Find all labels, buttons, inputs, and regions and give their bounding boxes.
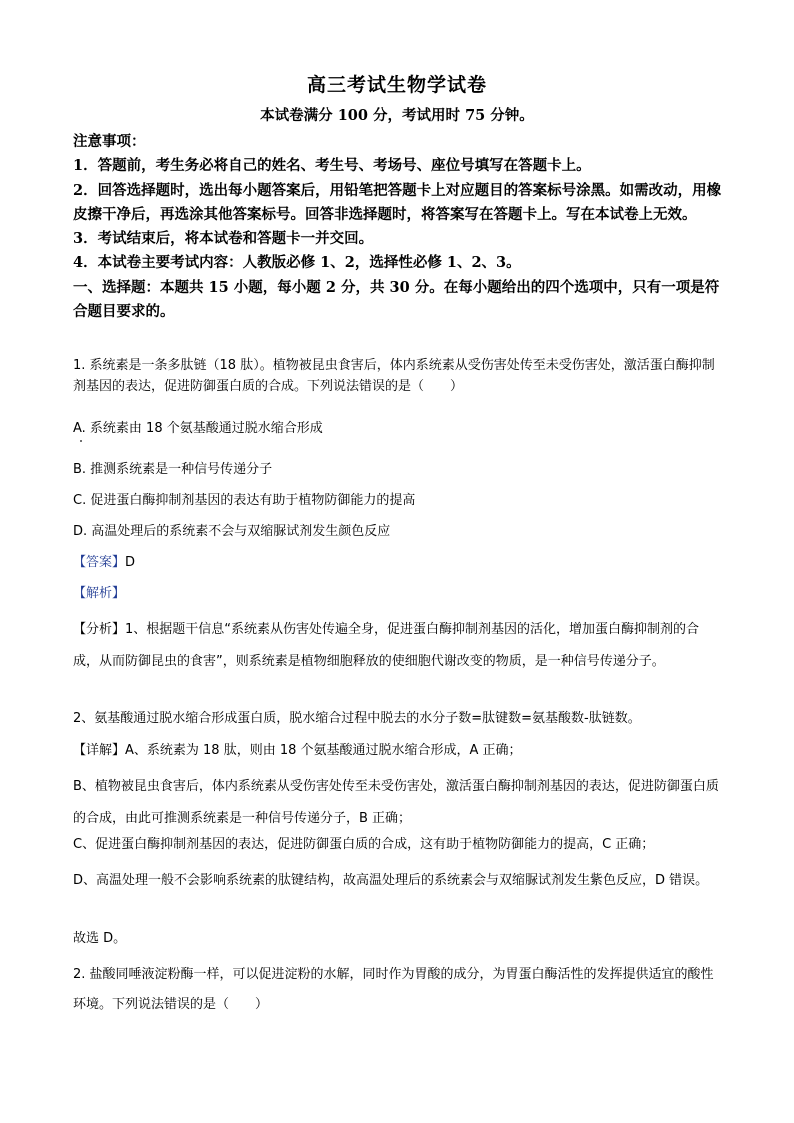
notice-item-1: 1．答题前，考生务必将自己的姓名、考生号、考场号、座位号填写在答题卡上。 — [73, 157, 591, 175]
q1-analysis-tag — [73, 583, 723, 604]
notice-item-3: 3．考试结束后，将本试卷和答题卡一并交回。 — [73, 230, 374, 248]
fenxi-text: 1、根据题干信息“系统素从伤害处传遍全身，促进蛋白酶抑制剂基因的活化，增加蛋白酶抑制剂的合成，从而防御昆虫的食害”，则系统素是植物细胞释放的使细胞代谢改变的物质，是一种信号传递分子。 — [73, 622, 700, 669]
q1-conclusion: 故选 D。 — [73, 931, 127, 946]
analysis-tag: 【解析】 — [73, 586, 126, 601]
question-1-text: 1. 系统素是一条多肽链（18 肽）。植物被昆虫食害后，体内系统素从受伤害处传至未受伤害处，激活蛋白酶抑制剂基因的表达，促进防御蛋白质的合成。下列说法错误的是（ ） — [73, 358, 715, 394]
q1-fenxi-2: 2、氨基酸通过脱水缩合形成蛋白质，脱水缩合过程中脱去的水分子数=肽键数=氨基酸数-肽链数。 — [73, 711, 641, 726]
notice-item-4: 4．本试卷主要考试内容：人教版必修 1、2，选择性必修 1、2、3。 — [73, 254, 521, 272]
q1-option-b: B. 推测系统素是一种信号传递分子 — [73, 462, 273, 477]
section-heading: 一、选择题：本题共 15 小题，每小题 2 分，共 30 分。在每小题给出的四个选项中，只有一项是符合题目要求的。 — [73, 278, 720, 321]
notice-item-2: 2．回答选择题时，选出每小题答案后，用铅笔把答题卡上对应题目的答案标号涂黑。如需改动，用橡皮擦干净后，再选涂其他答案标号。回答非选择题时，将答案写在答题卡上。写在本试卷上无效。 — [73, 181, 722, 223]
question-1-stem — [73, 355, 723, 397]
q1-xiangjie-a — [73, 740, 723, 761]
notice-heading: 注意事项： — [73, 133, 146, 150]
answer-tag: 【答案】 — [73, 555, 126, 570]
exam-info: 本试卷满分 100 分，考试用时 75 分钟。 — [260, 107, 534, 124]
xiangjie-tag: 【详解】 — [73, 743, 126, 758]
fenxi-tag: 【分析】 — [73, 622, 126, 637]
question-2-stem: 2. 盐酸同唾液淀粉酶一样，可以促进淀粉的水解，同时作为胃酸的成分，为胃蛋白酶活性的发挥提供适宜的酸性环境。下列说法错误的是（ ） — [73, 967, 714, 1012]
q1-xiangjie-b: B、植物被昆虫食害后，体内系统素从受伤害处传至未受伤害处，激活蛋白酶抑制剂基因的表达，促进防御蛋白质的合成，由此可推测系统素是一种信号传递分子，B 正确； — [73, 779, 719, 826]
xiangjie-a-text: A、系统素为 18 肽，则由 18 个氨基酸通过脱水缩合形成，A 正确； — [125, 743, 522, 758]
q1-option-c: C. 促进蛋白酶抑制剂基因的表达有助于植物防御能力的提高 — [73, 493, 416, 508]
stray-dot — [80, 440, 82, 442]
answer-value: D — [125, 555, 136, 570]
q1-xiangjie-d: D、高温处理一般不会影响系统素的肽键结构，故高温处理后的系统素会与双缩脲试剂发生紫色反应，D 错误。 — [73, 873, 709, 888]
q1-xiangjie-c: C、促进蛋白酶抑制剂基因的表达，促进防御蛋白质的合成，这有助于植物防御能力的提高，C 正确； — [73, 837, 655, 852]
notice-section — [73, 130, 723, 324]
q1-answer — [73, 552, 723, 573]
q1-fenxi — [73, 614, 723, 678]
q1-option-d: D. 高温处理后的系统素不会与双缩脲试剂发生颜色反应 — [73, 524, 391, 539]
q1-option-a: A. 系统素由 18 个氨基酸通过脱水缩合形成 — [73, 421, 323, 436]
page-title: 高三考试生物学试卷 — [306, 74, 487, 96]
